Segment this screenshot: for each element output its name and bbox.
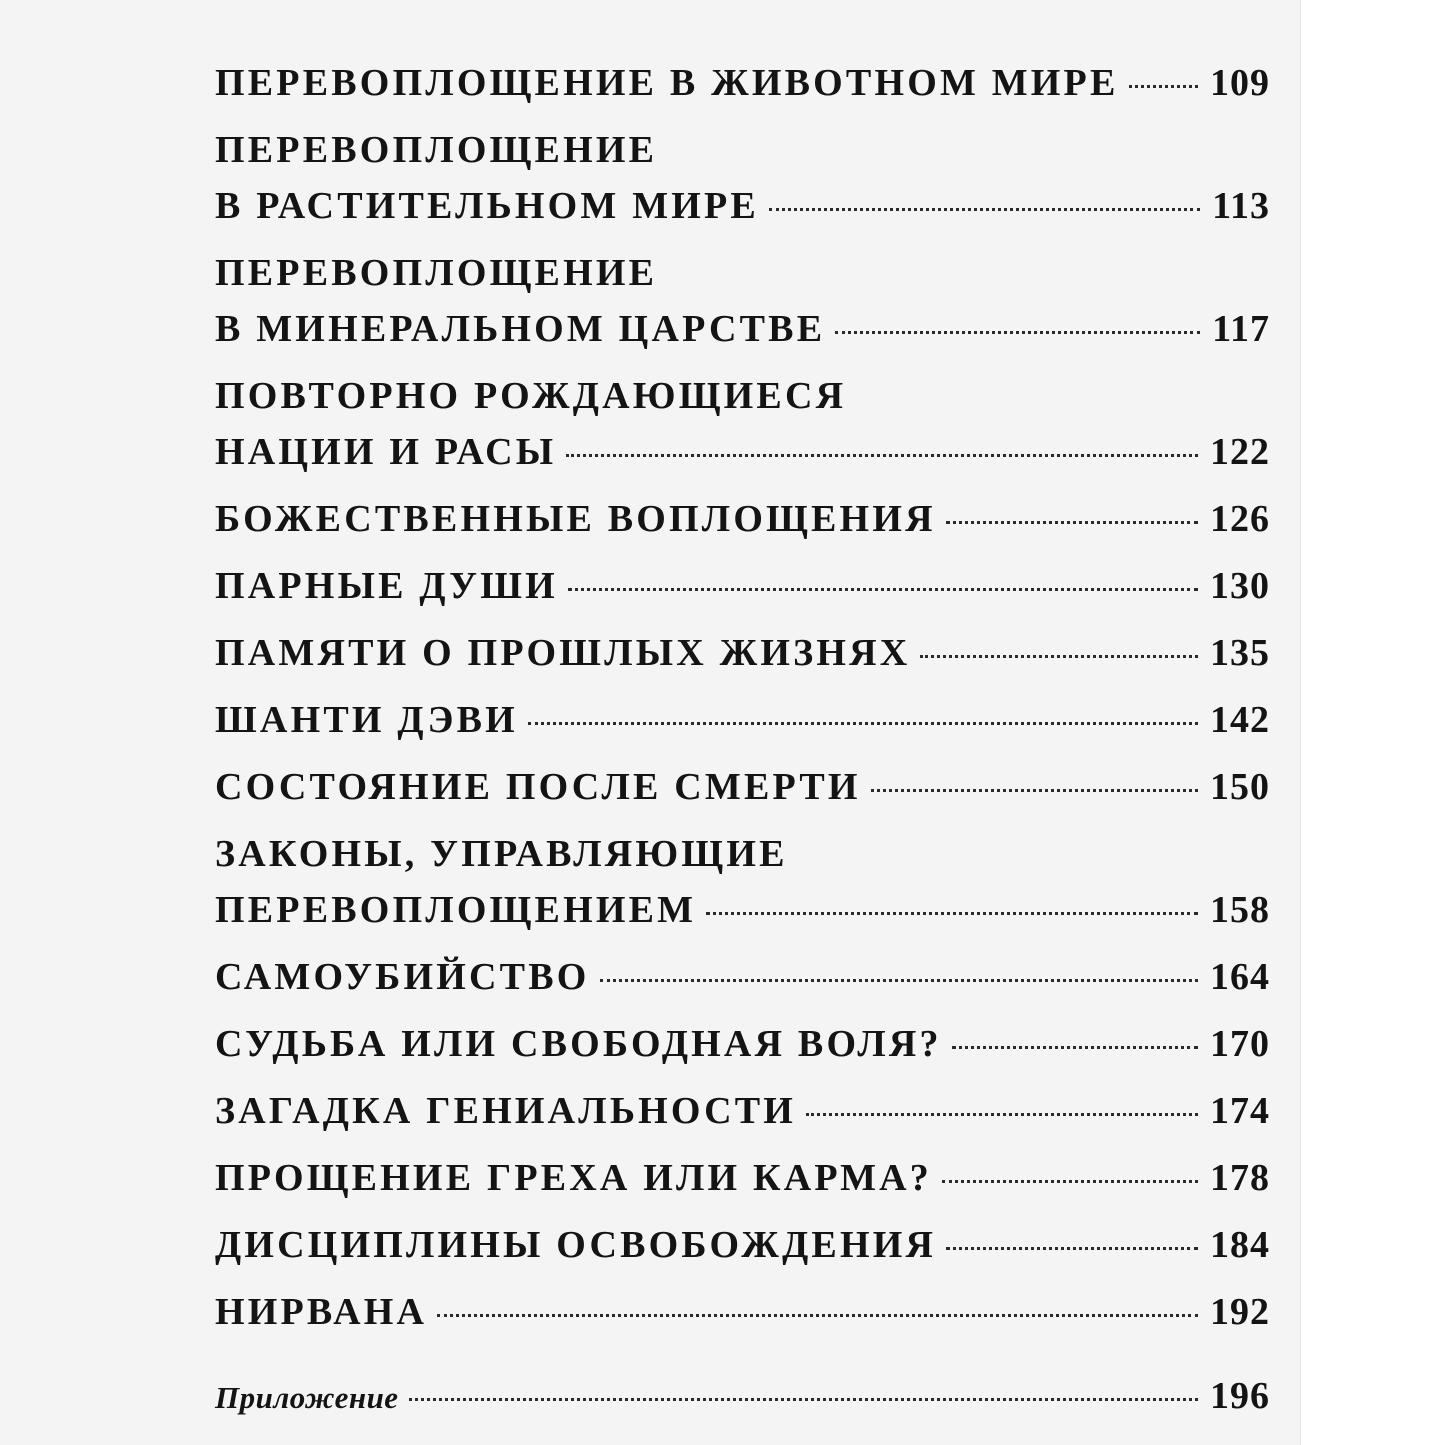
dot-leader (946, 521, 1198, 524)
dot-leader (566, 454, 1198, 457)
toc-appendix-title: Приложение (215, 1380, 399, 1415)
toc-entry-title: САМОУБИЙСТВО (215, 956, 590, 998)
toc-appendix-entry (215, 1368, 1270, 1426)
toc-entry-page: 135 (1210, 632, 1270, 674)
toc-entry-page: 150 (1210, 766, 1270, 808)
toc-entry-title: ДИСЦИПЛИНЫ ОСВОБОЖДЕНИЯ (215, 1224, 937, 1266)
toc-entry (215, 491, 1270, 547)
toc-entry-page: 109 (1210, 62, 1270, 104)
dot-leader (920, 655, 1198, 658)
toc-entry-title: В МИНЕРАЛЬНОМ ЦАРСТВЕ (215, 308, 826, 350)
toc-entry-title-line1: ПЕРЕВОПЛОЩЕНИЕ (215, 129, 658, 171)
toc-entry (215, 558, 1270, 614)
dot-leader (871, 789, 1198, 792)
toc-entry-page: 178 (1210, 1157, 1270, 1199)
toc-entry-page: 164 (1210, 956, 1270, 998)
dot-leader (769, 208, 1200, 211)
dot-leader (942, 1180, 1198, 1183)
dot-leader (437, 1314, 1198, 1317)
toc-entry-page: 130 (1210, 565, 1270, 607)
toc-appendix-page: 196 (1210, 1375, 1270, 1417)
toc-entry (215, 949, 1270, 1005)
toc-entry-title: ШАНТИ ДЭВИ (215, 699, 518, 741)
dot-leader (952, 1046, 1198, 1049)
toc-entry (215, 368, 1270, 480)
toc-entry-page: 117 (1212, 308, 1270, 350)
dot-leader (409, 1398, 1198, 1401)
toc-entry (215, 1083, 1270, 1139)
toc-entry (215, 1217, 1270, 1273)
toc-entry-page: 122 (1210, 431, 1270, 473)
toc-entry-page: 184 (1210, 1224, 1270, 1266)
toc-entry-title: СУДЬБА ИЛИ СВОБОДНАЯ ВОЛЯ? (215, 1023, 942, 1065)
dot-leader (946, 1247, 1198, 1250)
toc-entry-page: 174 (1210, 1090, 1270, 1132)
dot-leader (568, 588, 1198, 591)
toc-entry-title: В РАСТИТЕЛЬНОМ МИРЕ (215, 185, 759, 227)
dot-leader (600, 979, 1199, 982)
toc-entry-title: ПРОЩЕНИЕ ГРЕХА ИЛИ КАРМА? (215, 1157, 932, 1199)
toc-entry-title-line1: ЗАКОНЫ, УПРАВЛЯЮЩИЕ (215, 833, 788, 875)
toc-entry-page: 126 (1210, 498, 1270, 540)
toc-entry (215, 1284, 1270, 1340)
toc-entry-title: НИРВАНА (215, 1291, 428, 1333)
toc-entry-title: ПЕРЕВОПЛОЩЕНИЕ В ЖИВОТНОМ МИРЕ (215, 62, 1119, 104)
toc-entry-title: ПЕРЕВОПЛОЩЕНИЕМ (215, 889, 697, 931)
toc-entry-title: СОСТОЯНИЕ ПОСЛЕ СМЕРТИ (215, 766, 861, 808)
toc-entry-title: ЗАГАДКА ГЕНИАЛЬНОСТИ (215, 1090, 797, 1132)
dot-leader (1129, 85, 1198, 88)
dot-leader (835, 331, 1200, 334)
toc-entry (215, 1016, 1270, 1072)
toc-entry (215, 625, 1270, 681)
toc-entry-title-line1: ПОВТОРНО РОЖДАЮЩИЕСЯ (215, 375, 847, 417)
toc-entry (215, 122, 1270, 234)
toc-entry-title: ПАМЯТИ О ПРОШЛЫХ ЖИЗНЯХ (215, 632, 911, 674)
toc-entry-title: ПАРНЫЕ ДУШИ (215, 565, 558, 607)
toc-entry-title-line1: ПЕРЕВОПЛОЩЕНИЕ (215, 252, 658, 294)
dot-leader (706, 912, 1198, 915)
toc-entry (215, 55, 1270, 111)
toc-entry-page: 142 (1210, 699, 1270, 741)
toc-entry (215, 692, 1270, 748)
toc-entry-page: 192 (1210, 1291, 1270, 1333)
toc-entry (215, 245, 1270, 357)
toc-entry-page: 158 (1210, 889, 1270, 931)
toc-entry-title: БОЖЕСТВЕННЫЕ ВОПЛОЩЕНИЯ (215, 498, 936, 540)
dot-leader (806, 1113, 1198, 1116)
toc-entry (215, 826, 1270, 938)
toc-entry (215, 1150, 1270, 1206)
toc-entry-page: 113 (1212, 185, 1270, 227)
toc-entry-title: НАЦИИ И РАСЫ (215, 431, 557, 473)
toc-entry (215, 759, 1270, 815)
dot-leader (528, 722, 1198, 725)
toc-entry-page: 170 (1210, 1023, 1270, 1065)
table-of-contents (215, 55, 1270, 1437)
